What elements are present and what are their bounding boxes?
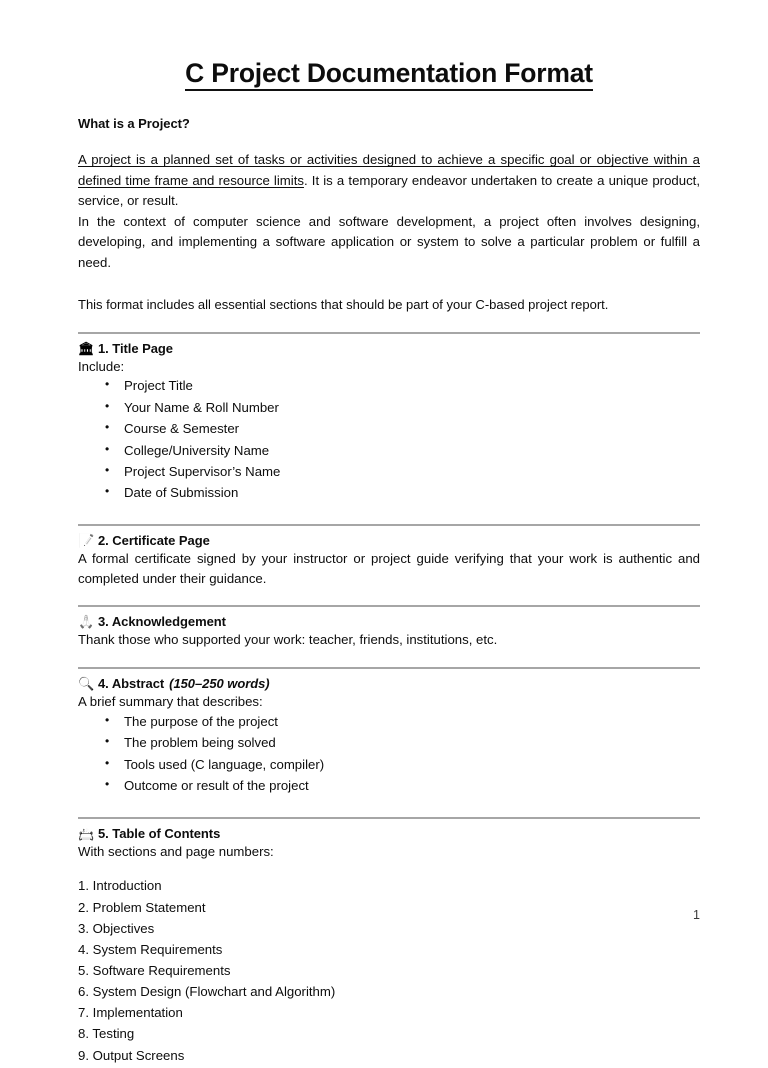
section-body: Thank those who supported your work: teacher, friends, institutions, etc. (78, 632, 498, 648)
section-body: With sections and page numbers: (78, 843, 274, 859)
page-title-text: C Project Documentation Format (185, 58, 593, 91)
section-table-of-contents (78, 819, 700, 1068)
list-item: 7. Implementation (78, 1005, 183, 1021)
section-divider-2 (78, 507, 700, 526)
list-item: 5. Software Requirements (78, 963, 231, 978)
section-abstract (78, 669, 700, 799)
list-item: 4. System Requirements (78, 941, 223, 957)
table-of-contents-list (78, 861, 700, 1067)
intro-paragraph-2: In the context of computer science and software development, a project often involves designing, developing, and implementing a software application or system to solve a particular problem or fulfill a need. (78, 213, 700, 270)
section-heading-label: 3. Acknowledgement (98, 614, 226, 630)
section-heading-qualifier: (150–250 words) (169, 676, 270, 692)
intro-heading: What is a Project? (78, 116, 190, 132)
list-item: • College/University Name (78, 443, 700, 464)
list-item: • Outcome or result of the project (78, 778, 700, 799)
section-heading (78, 526, 700, 548)
list-item: 3. Objectives (78, 920, 155, 936)
section-body: Include: (78, 358, 125, 374)
section-divider-1 (78, 315, 700, 334)
section-heading (78, 819, 700, 841)
list-item: • Your Name & Roll Number (78, 400, 700, 421)
list-item: • Project Supervisor’s Name (78, 464, 700, 485)
card-index-icon: 📇 (78, 825, 95, 841)
list-item: • Project Title (78, 378, 700, 399)
section-divider-4 (78, 650, 700, 669)
section-heading-label: 4. Abstract (98, 676, 165, 692)
list-item: 2. Problem Statement (78, 899, 206, 915)
page-number: 1 (693, 908, 700, 922)
title-page-bullet-list (78, 376, 700, 506)
list-item: • Course & Semester (78, 421, 700, 442)
list-item: • The problem being solved (78, 735, 700, 756)
section-body: A brief summary that describes: (78, 694, 263, 710)
list-item: 1. Introduction (78, 878, 162, 894)
intro-underlined-sentence: A project is a planned set of tasks or activities designed to achieve a specific goal or objective within a defined time frame and resource limits (78, 152, 700, 188)
section-heading (78, 334, 700, 356)
section-acknowledgement (78, 607, 700, 650)
intro-paragraph-1 (78, 131, 700, 211)
section-heading (78, 669, 700, 691)
list-item: • Date of Submission (78, 485, 700, 506)
section-heading-label: 5. Table of Contents (98, 825, 221, 841)
intro-note: This format includes all essential sections that should be part of your C-based project report. (78, 297, 609, 313)
section-certificate-page (78, 526, 700, 589)
folded-hands-icon: 🙏 (78, 614, 95, 630)
intro-sentence-rest: . It is a temporary endeavor undertaken to create a unique product, service, or result. (78, 172, 700, 209)
abstract-bullet-list (78, 712, 700, 800)
list-item: 9. Output Screens (78, 1047, 185, 1063)
list-item: • Tools used (C language, compiler) (78, 757, 700, 778)
section-title-page (78, 334, 700, 507)
memo-icon: 📝 (78, 532, 95, 548)
section-divider-5 (78, 800, 700, 819)
classical-building-icon: 🏛 (78, 340, 95, 356)
section-heading-label: 1. Title Page (98, 340, 173, 356)
section-heading (78, 607, 700, 629)
list-item: 8. Testing (78, 1026, 135, 1042)
list-item: • The purpose of the project (78, 714, 700, 735)
section-body: A formal certificate signed by your instructor or project guide verifying that your work is authentic and completed under their guidance. (78, 550, 700, 586)
list-item: 6. System Design (Flowchart and Algorithm) (78, 984, 336, 1000)
page-title (78, 0, 700, 88)
magnifying-glass-icon: 🔍 (78, 676, 95, 692)
section-divider-3 (78, 588, 700, 607)
section-heading-label: 2. Certificate Page (98, 532, 210, 548)
